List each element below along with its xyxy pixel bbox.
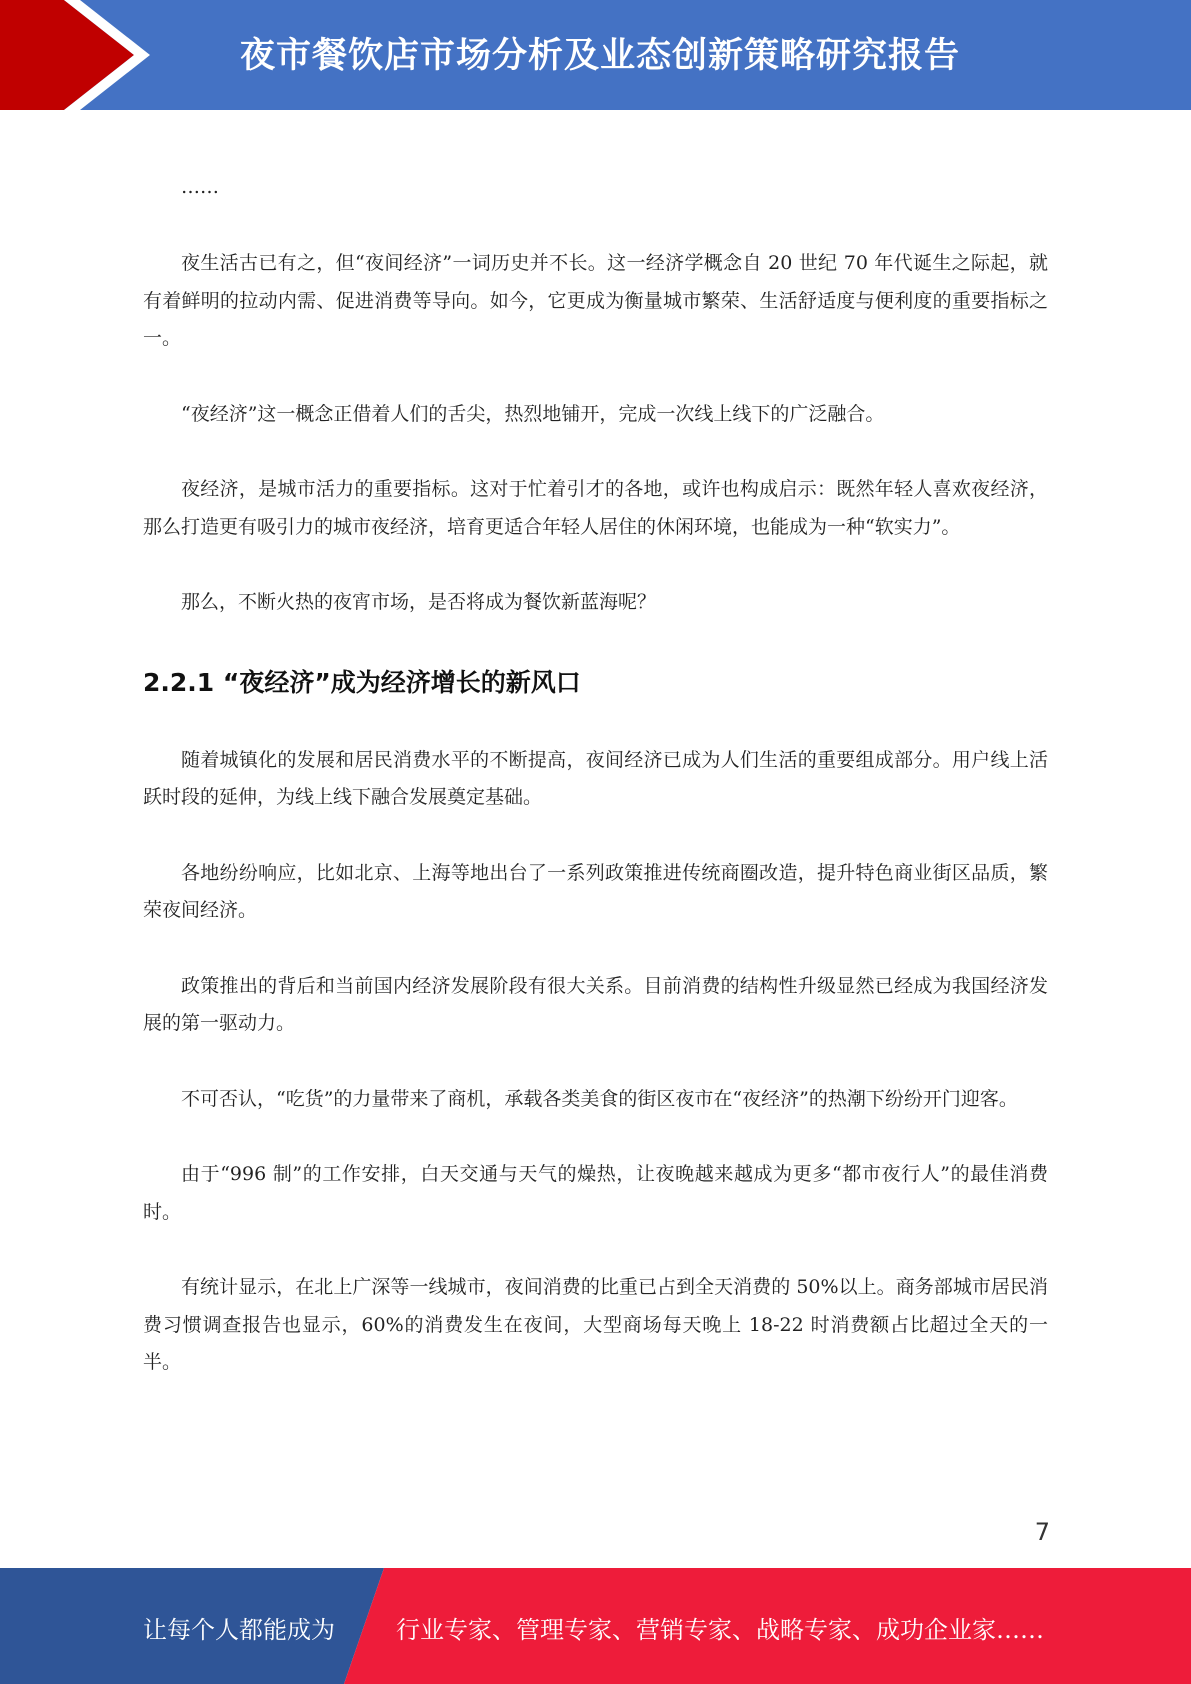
page-header bbox=[0, 0, 1191, 110]
ellipsis-text: …… bbox=[181, 176, 219, 198]
paragraph: 随着城镇化的发展和居民消费水平的不断提高，夜间经济已成为人们生活的重要组成部分。用户线上活跃时段的延伸，为线上线下融合发展奠定基础。 bbox=[143, 748, 1048, 808]
paragraph: 政策推出的背后和当前国内经济发展阶段有很大关系。目前消费的结构性升级显然已经成为我国经济发展的第一驱动力。 bbox=[143, 974, 1048, 1034]
paragraph: 那么，不断火热的夜宵市场，是否将成为餐饮新蓝海呢？ bbox=[181, 591, 657, 613]
paragraph: 由于“996 制”的工作安排，白天交通与天气的燥热，让夜晚越来越成为更多“都市夜行人”的最佳消费时。 bbox=[143, 1163, 1048, 1223]
footer-slogan-right: 行业专家、管理专家、营销专家、战略专家、成功企业家…… bbox=[396, 1616, 1044, 1644]
paragraph: 夜生活古已有之，但“夜间经济”一词历史并不长。这一经济学概念自 20 世纪 70 年代诞生之际起，就有着鲜明的拉动内需、促进消费等导向。如今，它更成为衡量城市繁荣、生活舒适度与便利度的重要指标之一。 bbox=[143, 252, 1048, 349]
report-title: 夜市餐饮店市场分析及业态创新策略研究报告 bbox=[240, 36, 961, 76]
page-body bbox=[143, 170, 1048, 1382]
paragraph: 夜经济，是城市活力的重要指标。这对于忙着引才的各地，或许也构成启示：既然年轻人喜欢夜经济，那么打造更有吸引力的城市夜经济，培育更适合年轻人居住的休闲环境，也能成为一种“软实力”。 bbox=[143, 478, 1048, 538]
paragraph: “夜经济”这一概念正借着人们的舌尖，热烈地铺开，完成一次线上线下的广泛融合。 bbox=[181, 402, 885, 425]
paragraph: 有统计显示，在北上广深等一线城市，夜间消费的比重已占到全天消费的 50%以上。商务部城市居民消费习惯调查报告也显示，60%的消费发生在夜间，大型商场每天晚上 18-22 时消费额占比超过全天的一半。 bbox=[143, 1276, 1048, 1373]
paragraph: 各地纷纷响应，比如北京、上海等地出台了一系列政策推进传统商圈改造，提升特色商业街区品质，繁荣夜间经济。 bbox=[143, 861, 1048, 921]
page-number: 7 bbox=[1034, 1518, 1050, 1546]
page-footer bbox=[0, 1568, 1191, 1684]
paragraph: 不可否认，“吃货”的力量带来了商机，承载各类美食的街区夜市在“夜经济”的热潮下纷纷开门迎客。 bbox=[181, 1087, 1018, 1110]
section-heading: 2.2.1 “夜经济”成为经济增长的新风口 bbox=[143, 667, 581, 697]
footer-slogan-left: 让每个人都能成为 bbox=[143, 1616, 335, 1644]
